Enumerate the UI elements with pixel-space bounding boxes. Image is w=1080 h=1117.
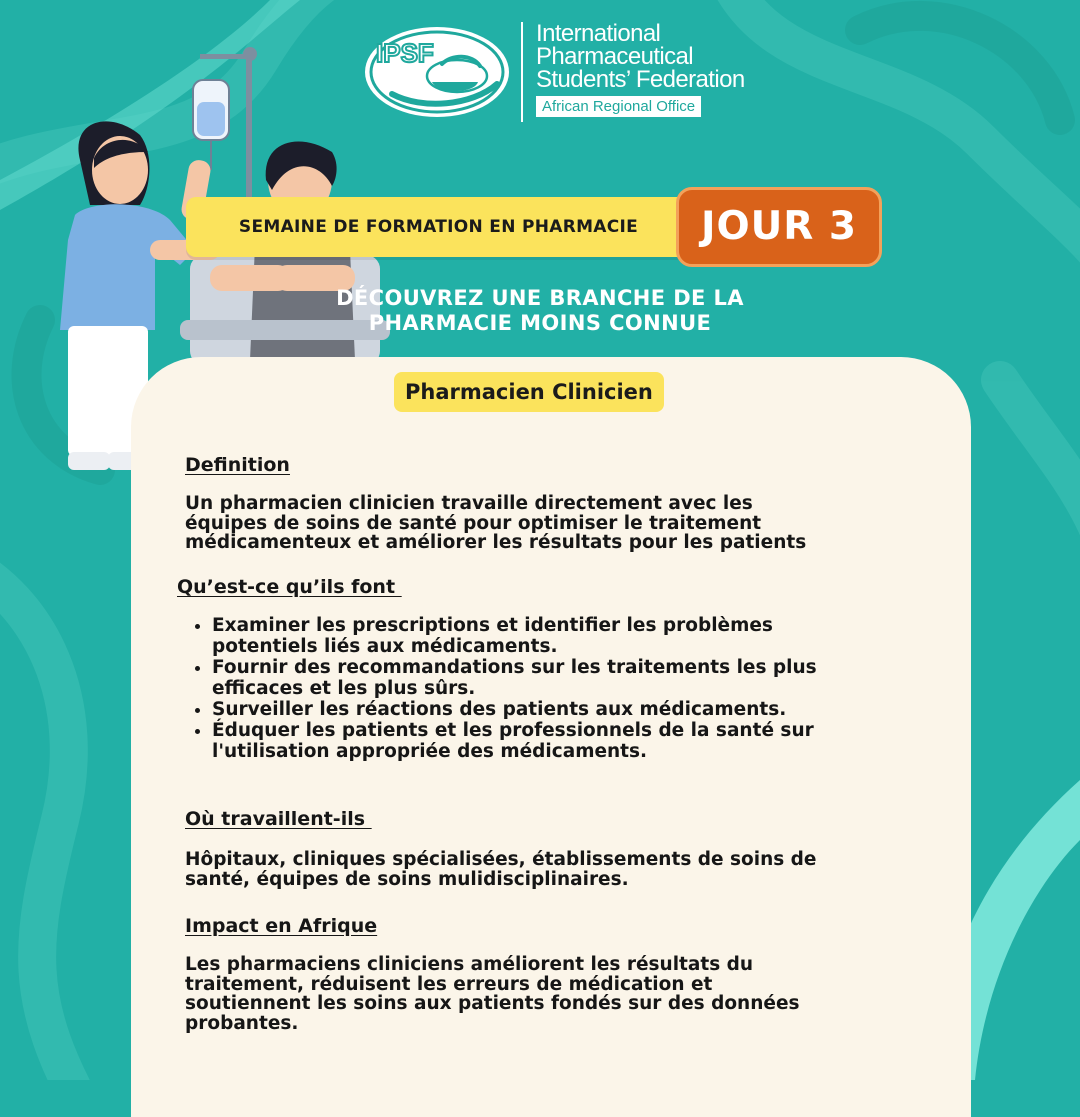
list-item (212, 657, 902, 699)
list-item-line: • Surveiller les réactions des patients aux médicaments. (212, 699, 787, 720)
subtitle (270, 286, 810, 336)
org-name-line: Students’ Federation (536, 66, 745, 93)
event-title: SEMAINE DE FORMATION EN PHARMACIE (238, 217, 639, 237)
org-name-line: Pharmaceutical (536, 43, 694, 70)
list-item-line: l'utilisation appropriée des médicaments. (212, 741, 648, 762)
logo-text: IPSF (376, 38, 434, 68)
text-line: traitement, réduisent les erreurs de médication et (185, 973, 713, 995)
list-item (212, 720, 902, 762)
text-line: probantes. (185, 1012, 299, 1034)
organization-name (536, 22, 756, 91)
tasks-list (190, 615, 902, 762)
list-item (212, 699, 902, 720)
card-title: Pharmacien Clinicien (394, 372, 664, 412)
logo-divider (521, 22, 523, 122)
day-badge: JOUR 3 (676, 187, 882, 267)
text-line: Hôpitaux, cliniques spécialisées, établissements de soins de (185, 849, 817, 870)
text-line: médicamenteux et améliorer les résultats pour les patients (185, 532, 807, 553)
text-line: Un pharmacien clinicien travaille directement avec les (185, 493, 753, 514)
regional-office-label: African Regional Office (536, 96, 701, 117)
what-heading: Qu’est-ce qu’ils font (177, 576, 402, 598)
ipsf-logo-icon (362, 24, 512, 120)
text-line: santé, équipes de soins mulidisciplinaires. (185, 868, 629, 890)
subtitle-line: PHARMACIE MOINS CONNUE (368, 311, 712, 335)
where-heading: Où travaillent-ils (185, 808, 372, 830)
list-item-line: • Examiner les prescriptions et identifier les problèmes (212, 615, 773, 636)
text-line: soutiennent les soins aux patients fondés sur des données (185, 993, 800, 1014)
org-name-line: International (536, 20, 661, 47)
subtitle-line: DÉCOUVREZ UNE BRANCHE DE LA (336, 286, 744, 310)
definition-heading: Definition (185, 454, 290, 476)
impact-heading: Impact en Afrique (185, 915, 378, 937)
text-line: Les pharmaciens cliniciens améliorent les résultats du (185, 954, 754, 975)
list-item-line: • Éduquer les patients et les professionnels de la santé sur (212, 720, 814, 741)
list-item-line: • Fournir des recommandations sur les traitements les plus (212, 657, 817, 678)
list-item (212, 615, 902, 657)
impact-text (185, 955, 875, 1033)
list-item-line: efficaces et les plus sûrs. (212, 678, 476, 699)
list-item-line: potentiels liés aux médicaments. (212, 636, 558, 657)
definition-text (185, 494, 875, 553)
where-text (185, 850, 875, 889)
text-line: équipes de soins de santé pour optimiser le traitement (185, 512, 762, 534)
